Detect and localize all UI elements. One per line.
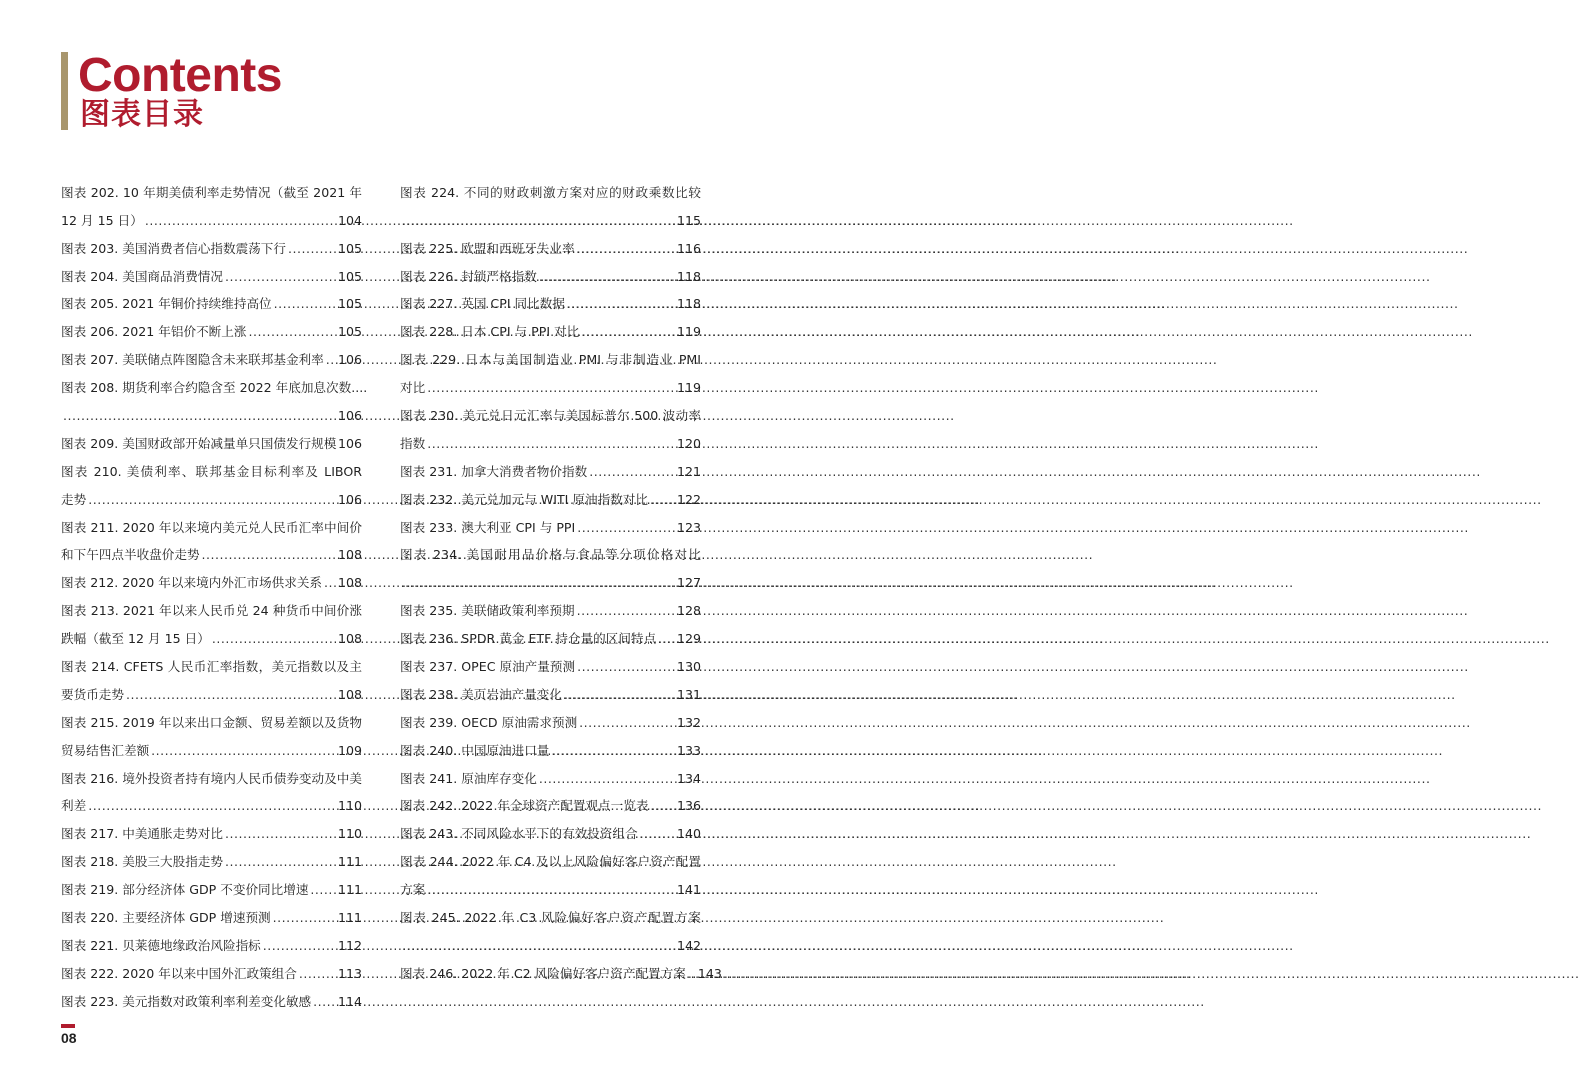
dot-leader <box>539 267 675 286</box>
toc-entry-text: 图表 243. 不同风险水平下的有效投资组合 <box>400 826 638 842</box>
toc-entry[interactable] <box>61 230 362 258</box>
toc-entry[interactable] <box>61 648 362 676</box>
toc-entry-page: 122 <box>676 491 701 507</box>
toc-entry-page: 130 <box>676 659 701 675</box>
dot-leader <box>225 267 336 286</box>
toc-entry-page: 105 <box>337 268 362 284</box>
toc-entry-page: 105 <box>337 324 362 340</box>
toc-entry-text: 图表 206. 2021 年铝价不断上涨 <box>61 324 247 340</box>
toc-entry[interactable] <box>400 704 701 732</box>
page-subtitle: 图表目录 <box>80 97 204 132</box>
dot-leader <box>650 490 675 509</box>
toc-entry[interactable] <box>61 927 362 955</box>
toc-entry-page: 104 <box>337 212 362 228</box>
toc-entry-text: 图表 204. 美国商品消费情况 <box>61 268 223 284</box>
toc-entry[interactable] <box>400 955 722 983</box>
toc-entry-text: 指数 <box>400 435 426 451</box>
toc-entry-text: 图表 229. 日本与美国制造业 PMI 与非制造业 PMI <box>400 352 701 368</box>
toc-entry[interactable] <box>61 341 362 369</box>
toc-entry[interactable] <box>61 202 362 230</box>
toc-entry-page: 120 <box>676 435 701 451</box>
toc-entry[interactable] <box>400 788 701 816</box>
toc-entry-page: 108 <box>337 575 362 591</box>
toc-entry[interactable] <box>61 704 362 732</box>
toc-entry[interactable] <box>61 843 362 871</box>
toc-entry[interactable] <box>400 313 701 341</box>
toc-entry-page: 108 <box>337 686 362 702</box>
toc-entry-text: 图表 232. 美元兑加元与 WITI 原油指数对比 <box>400 491 648 507</box>
toc-entry[interactable] <box>61 174 362 202</box>
dot-leader <box>145 211 336 230</box>
dot-leader <box>640 824 675 843</box>
toc-entry-page: 127 <box>676 575 701 591</box>
toc-entry[interactable] <box>400 202 701 230</box>
dot-leader <box>577 239 675 258</box>
dot-leader <box>567 294 675 313</box>
toc-entry-text: 贸易结售汇差额 <box>61 742 150 758</box>
title-accent-bar <box>61 52 68 130</box>
toc-entry[interactable] <box>61 620 362 648</box>
toc-entry-text: 图表 218. 美股三大股指走势 <box>61 854 223 870</box>
toc-entry-text: 图表 214. CFETS 人民币汇率指数，美元指数以及主 <box>61 659 362 675</box>
page-title: Contents <box>78 49 282 102</box>
dot-leader <box>581 322 675 341</box>
dot-leader <box>589 462 675 481</box>
footer-accent-bar <box>61 1024 75 1028</box>
dot-leader <box>539 769 675 788</box>
toc-entry-page: 132 <box>676 714 701 730</box>
toc-entry[interactable] <box>61 397 362 425</box>
toc-entry-text: 图表 228. 日本 CPI 与 PPI 对比 <box>400 324 580 340</box>
toc-entry-page: 113 <box>337 965 362 981</box>
toc-entry-text: 要货币走势 <box>61 686 124 702</box>
toc-entry[interactable] <box>400 732 701 760</box>
toc-entry-text: 图表 245. 2022 年 C3 风险偏好客户资产配置方案 <box>400 910 701 926</box>
toc-entry-page: 106 <box>337 408 362 424</box>
toc-entry-page: 111 <box>337 910 362 926</box>
toc-entry-page: 106 <box>337 352 362 368</box>
toc-entry-text: 图表 216. 境外投资者持有境内人民币债券变动及中美 <box>61 770 362 786</box>
toc-entry-text: 图表 207. 美联储点阵图隐含未来联邦基金利率 <box>61 352 324 368</box>
toc-entry-text: 对比 <box>400 380 426 396</box>
toc-entry-text: 图表 224. 不同的财政刺激方案对应的财政乘数比较 <box>400 184 701 200</box>
dot-leader <box>288 239 336 258</box>
dot-leader <box>577 657 675 676</box>
dot-leader <box>402 936 675 955</box>
toc-entry-text: 图表 210. 美债利率、联邦基金目标利率及 LIBOR <box>61 463 362 479</box>
toc-entry-text: 图表 226. 封锁严格指数 <box>400 268 537 284</box>
toc-entry-page: 129 <box>676 631 701 647</box>
dot-leader <box>273 908 336 927</box>
toc-entry-text: 图表 223. 美元指数对政策利率利差变化敏感 <box>61 993 312 1009</box>
toc-left-column <box>61 174 368 1011</box>
toc-entry-text: 图表 212. 2020 年以来境内外汇市场供求关系 <box>61 575 323 591</box>
toc-entry-text: 利差 <box>61 798 87 814</box>
toc-entry-text: 图表 215. 2019 年以来出口金额、贸易差额以及货物 <box>61 714 362 730</box>
dot-leader <box>427 434 675 453</box>
toc-entry-page: 108 <box>337 631 362 647</box>
toc-entry-text: 图表 202. 10 年期美债利率走势情况（截至 2021 年 <box>61 184 362 200</box>
toc-entry-page: 119 <box>676 324 701 340</box>
toc-entry[interactable] <box>400 481 701 509</box>
toc-entry-text: 图表 208. 期货利率合约隐含至 2022 年底加息次数.... <box>61 380 368 396</box>
toc-entry-text: 图表 231. 加拿大消费者物价指数 <box>400 463 588 479</box>
toc-entry-text: 图表 227. 英国 CPI 同比数据 <box>400 296 565 312</box>
toc-entry-text: 图表 230. 美元兑日元汇率与美国标普尔 500 波动率 <box>400 408 701 424</box>
toc-entry[interactable] <box>61 815 362 843</box>
dot-leader <box>63 406 336 425</box>
toc-entry-text: 图表 205. 2021 年铜价持续维持高位 <box>61 296 272 312</box>
toc-entry[interactable] <box>61 899 362 927</box>
dot-leader <box>310 880 336 899</box>
dot-leader <box>225 824 336 843</box>
toc-entry[interactable] <box>400 453 701 481</box>
dot-leader <box>151 741 336 760</box>
dot-leader <box>577 518 675 537</box>
toc-entry[interactable] <box>400 592 701 620</box>
dot-leader <box>427 378 675 397</box>
toc-entry-page: 116 <box>676 240 701 256</box>
toc-entry-text: 走势 <box>61 491 87 507</box>
toc-entry-page: 118 <box>676 268 701 284</box>
dot-leader <box>326 350 336 369</box>
toc-entry[interactable] <box>61 313 362 341</box>
toc-entry[interactable] <box>61 760 362 788</box>
toc-entry[interactable] <box>400 258 701 286</box>
toc-entry-text: 图表 246. 2022 年 C2 风险偏好客户资产配置方案 <box>400 965 686 981</box>
toc-entry[interactable] <box>61 453 362 481</box>
toc-entry-page: 119 <box>676 380 701 396</box>
toc-entry-page: 134 <box>676 770 701 786</box>
dot-leader <box>225 852 336 871</box>
toc-entry[interactable] <box>61 258 362 286</box>
toc-entry-text: 方案 <box>400 882 426 898</box>
dot-leader <box>551 741 675 760</box>
toc-entry[interactable] <box>61 983 362 1011</box>
toc-entry-page: 110 <box>337 826 362 842</box>
dot-leader <box>299 964 336 983</box>
toc-entry-page: 106 <box>337 435 362 451</box>
toc-entry-page: 111 <box>337 854 362 870</box>
dot-leader <box>324 573 336 592</box>
toc-entry[interactable] <box>400 760 701 788</box>
toc-entry-text: 图表 213. 2021 年以来人民币兑 24 种货币中间价涨 <box>61 603 362 619</box>
toc-entry-page: 136 <box>676 798 701 814</box>
toc-entry-text: 图表 217. 中美通胀走势对比 <box>61 826 223 842</box>
toc-entry-page: 143 <box>697 965 722 981</box>
toc-entry-text: 图表 235. 美联储政策利率预期 <box>400 603 575 619</box>
toc-entry-text: 图表 237. OPEC 原油产量预测 <box>400 659 576 675</box>
toc-entry[interactable] <box>61 592 362 620</box>
toc-entry[interactable] <box>61 564 362 592</box>
toc-entry-text: 图表 234. 美国耐用品价格与食品等分项价格对比 <box>400 547 701 563</box>
toc-entry-text: 图表 222. 2020 年以来中国外汇政策组合 <box>61 965 297 981</box>
toc-entry-page: 106 <box>337 491 362 507</box>
toc-entry[interactable] <box>400 648 701 676</box>
dot-leader <box>212 629 336 648</box>
toc-entry-page: 108 <box>337 547 362 563</box>
toc-entry[interactable] <box>61 425 362 453</box>
toc-entry-page: 142 <box>676 937 701 953</box>
toc-entry-text: 图表 242. 2022 年全球资产配置观点一览表 <box>400 798 649 814</box>
toc-entry[interactable] <box>61 509 362 537</box>
toc-entry-page: 133 <box>676 742 701 758</box>
toc-entry-page: 110 <box>337 798 362 814</box>
dot-leader <box>126 685 336 704</box>
dot-leader <box>402 211 675 230</box>
toc-entry-text: 图表 240. 中国原油进口量 <box>400 742 550 758</box>
toc-entry[interactable] <box>400 537 701 565</box>
dot-leader <box>202 545 336 564</box>
toc-entry[interactable] <box>61 871 362 899</box>
toc-entry-page: 118 <box>676 296 701 312</box>
dot-leader <box>248 322 336 341</box>
dot-leader <box>650 796 675 815</box>
toc-entry-text: 跌幅（截至 12 月 15 日） <box>61 631 210 647</box>
toc-entry[interactable] <box>400 815 701 843</box>
toc-entry-page: 140 <box>676 826 701 842</box>
toc-entry[interactable] <box>400 620 701 648</box>
toc-entry[interactable] <box>61 537 362 565</box>
toc-entry-text: 图表 236. SPDR 黄金 ETF 持仓量的区间特点 <box>400 631 657 647</box>
toc-entry-page: 111 <box>337 882 362 898</box>
toc-entry-text: 图表 220. 主要经济体 GDP 增速预测 <box>61 910 271 926</box>
toc-entry-text: 图表 209. 美国财政部开始减量单只国债发行规模 <box>61 435 337 451</box>
toc-entry-text: 图表 225. 欧盟和西班牙失业率 <box>400 240 575 256</box>
toc-entry-text: 图表 219. 部分经济体 GDP 不变价同比增速 <box>61 882 309 898</box>
toc-entry[interactable] <box>61 788 362 816</box>
toc-entry[interactable] <box>400 174 701 202</box>
toc-entry[interactable] <box>61 955 362 983</box>
dot-leader <box>577 601 675 620</box>
toc-entry-text: 图表 211. 2020 年以来境内美元兑人民币汇率中间价 <box>61 519 362 535</box>
dot-leader <box>263 936 336 955</box>
toc-entry-text: 图表 244. 2022 年 C4 及以上风险偏好客户资产配置 <box>400 854 701 870</box>
toc-entry[interactable] <box>61 369 368 397</box>
dot-leader <box>658 629 675 648</box>
toc-entry-page: 128 <box>676 603 701 619</box>
toc-entry[interactable] <box>400 927 701 955</box>
toc-entry-page: 121 <box>676 463 701 479</box>
toc-entry-page: 114 <box>337 993 362 1009</box>
dot-leader <box>564 685 675 704</box>
dot-leader <box>88 796 336 815</box>
toc-entry[interactable] <box>400 397 701 425</box>
toc-entry-page: 141 <box>676 882 701 898</box>
dot-leader <box>402 573 675 592</box>
toc-entry-text: 和下午四点半收盘价走势 <box>61 547 200 563</box>
toc-entry-text: 图表 233. 澳大利亚 CPI 与 PPI <box>400 519 576 535</box>
toc-entry[interactable] <box>400 564 701 592</box>
dot-leader <box>427 880 675 899</box>
toc-entry-page: 115 <box>676 212 701 228</box>
toc-entry[interactable] <box>400 286 701 314</box>
toc-entry[interactable] <box>400 899 701 927</box>
toc-entry-page: 123 <box>676 519 701 535</box>
toc-entry-page: 109 <box>337 742 362 758</box>
toc-entry-text: 图表 203. 美国消费者信心指数震荡下行 <box>61 240 286 256</box>
toc-entry[interactable] <box>400 341 701 369</box>
toc-entry[interactable] <box>400 425 701 453</box>
toc-entry-text: 图表 238. 美页岩油产量变化 <box>400 686 562 702</box>
toc-entry[interactable] <box>400 676 701 704</box>
toc-entry-page: 112 <box>337 937 362 953</box>
toc-entry-page: 105 <box>337 240 362 256</box>
page-number: 08 <box>61 1030 77 1046</box>
toc-entry[interactable] <box>400 509 701 537</box>
toc-entry[interactable] <box>400 843 701 871</box>
toc-entry[interactable] <box>400 871 701 899</box>
toc-entry[interactable] <box>400 369 701 397</box>
toc-entry[interactable] <box>400 230 701 258</box>
toc-entry-text: 图表 221. 贝莱德地缘政治风险指标 <box>61 937 261 953</box>
toc-entry[interactable] <box>61 732 362 760</box>
dot-leader <box>274 294 336 313</box>
dot-leader <box>88 490 336 509</box>
toc-entry[interactable] <box>61 676 362 704</box>
toc-entry-page: 105 <box>337 296 362 312</box>
dot-leader <box>688 964 696 983</box>
dot-leader <box>579 713 675 732</box>
dot-leader <box>313 992 336 1011</box>
toc-entry-text: 12 月 15 日） <box>61 212 143 228</box>
toc-entry[interactable] <box>61 286 362 314</box>
toc-right-column <box>400 174 722 983</box>
toc-entry-page: 131 <box>676 686 701 702</box>
toc-entry-text: 图表 239. OECD 原油需求预测 <box>400 714 578 730</box>
toc-entry[interactable] <box>61 481 362 509</box>
toc-entry-text: 图表 241. 原油库存变化 <box>400 770 537 786</box>
